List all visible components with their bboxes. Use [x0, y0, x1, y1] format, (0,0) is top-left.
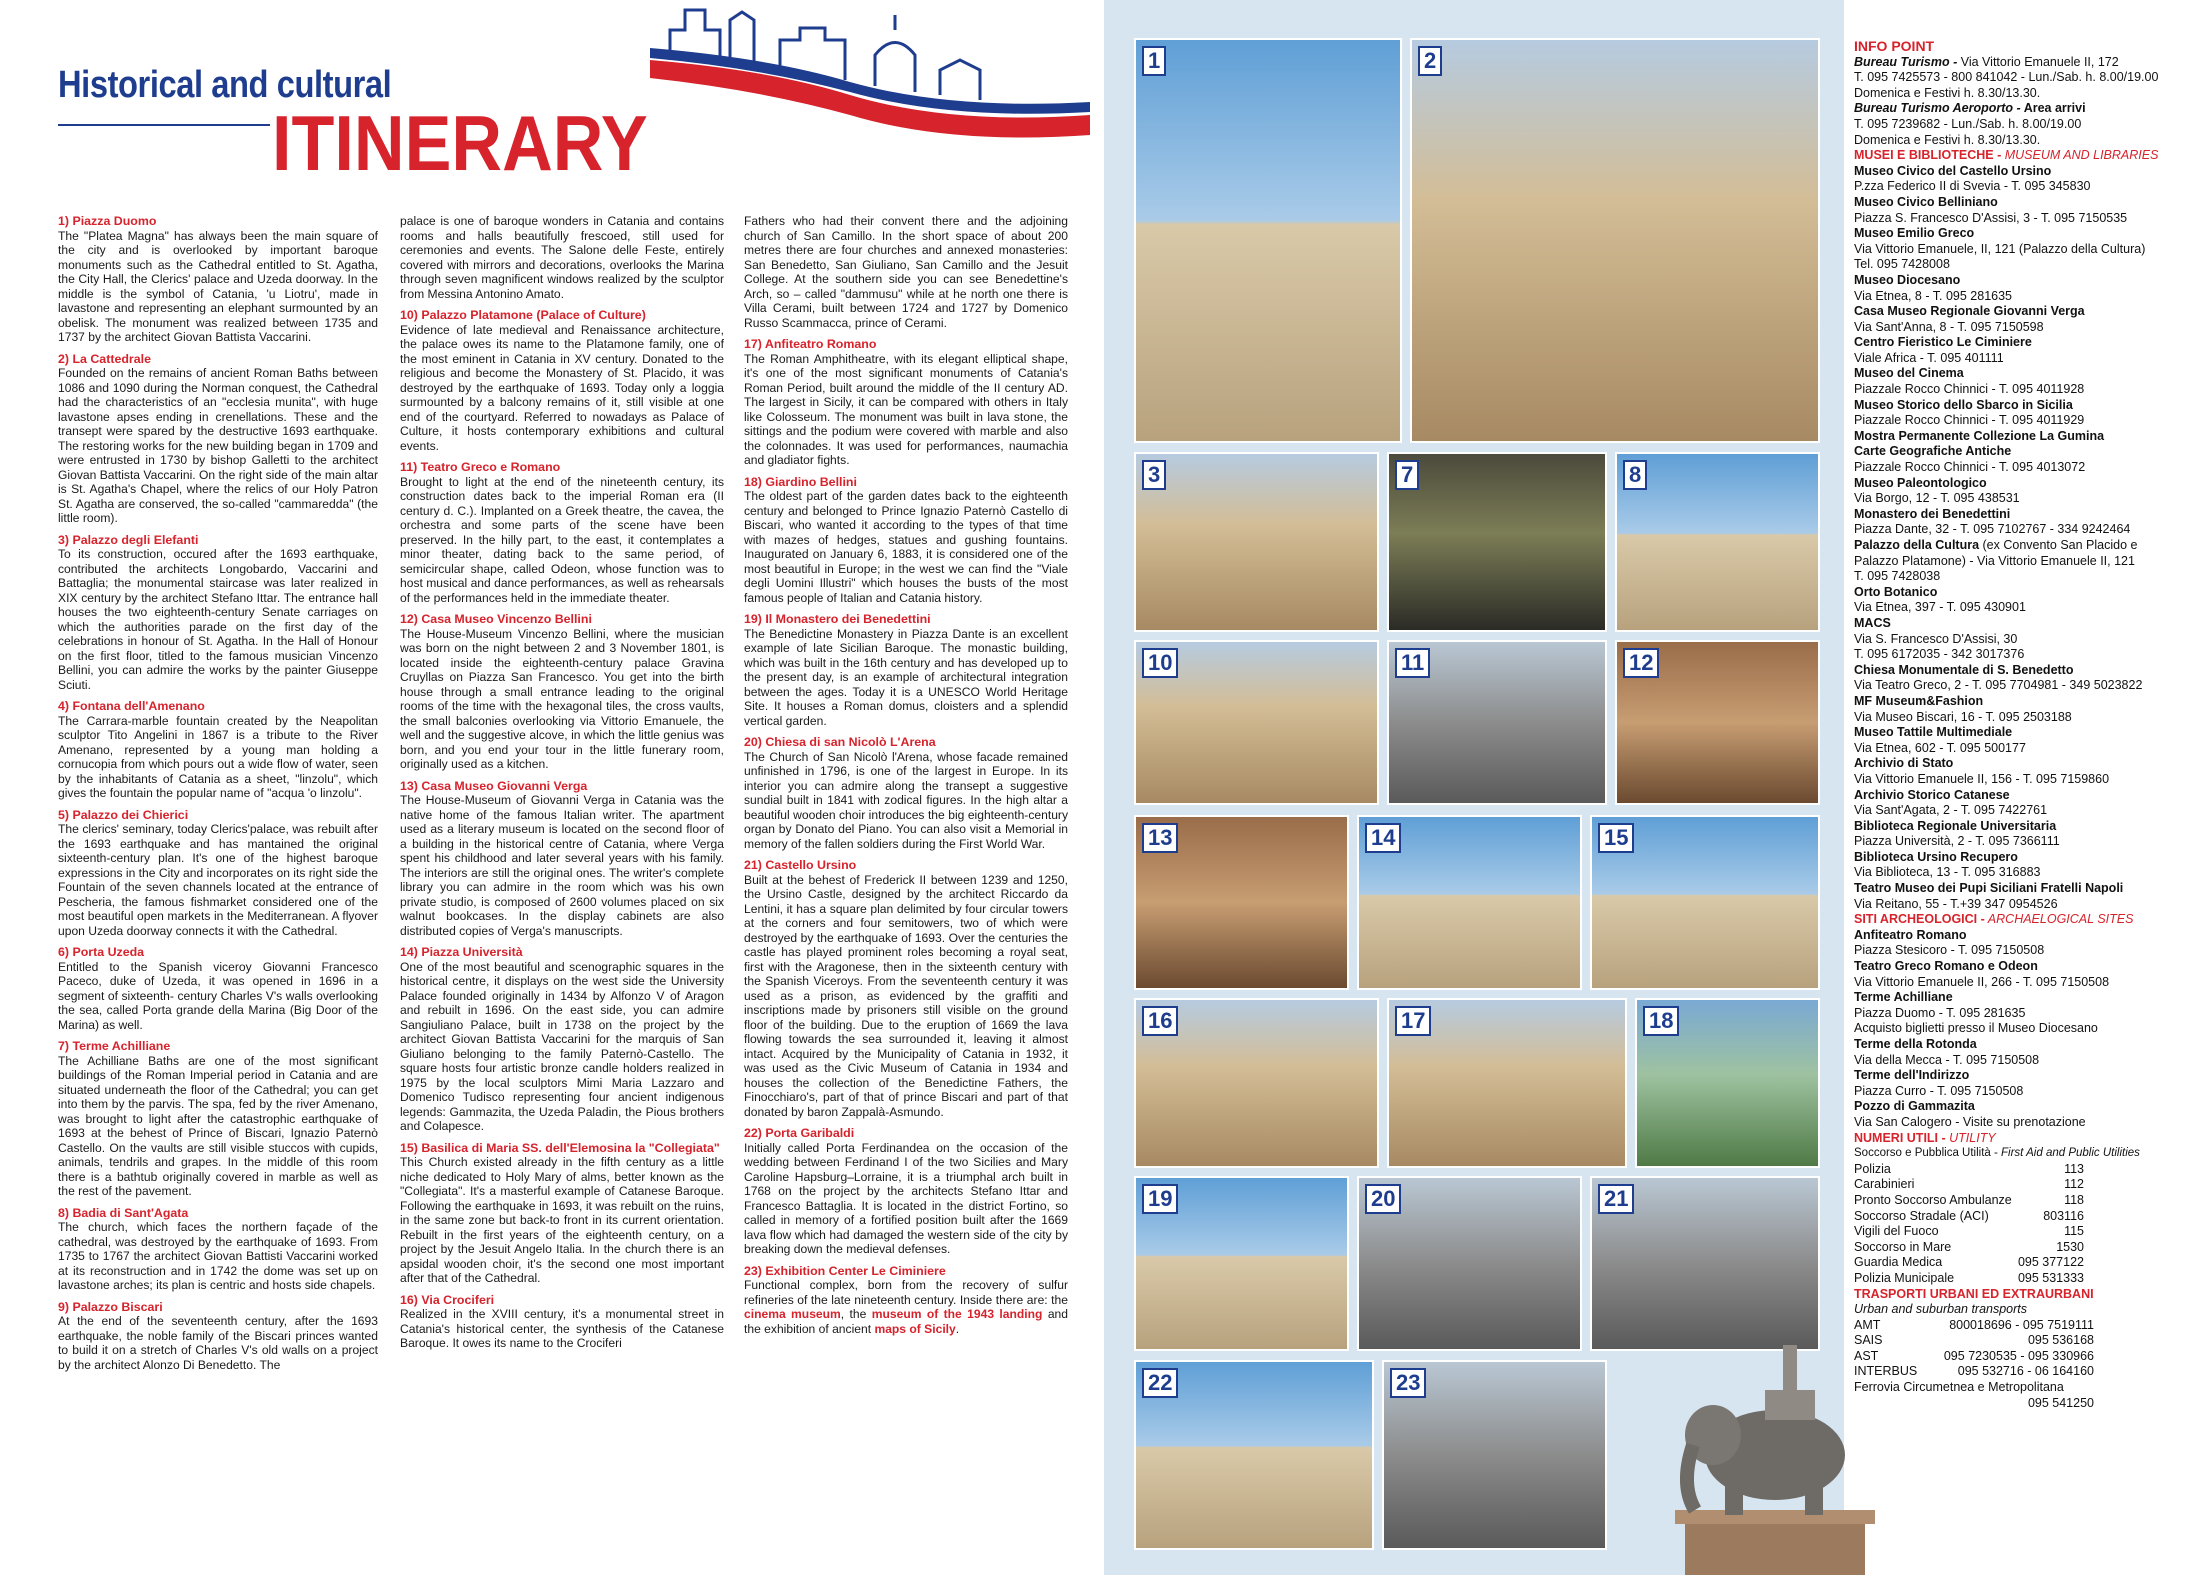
itinerary-section — [744, 475, 1068, 606]
itinerary-section — [400, 779, 724, 939]
entry-name: Teatro Museo dei Pupi Siciliani Fratelli Napoli — [1854, 881, 2124, 896]
entry-name: Museo Diocesano — [1854, 272, 1961, 287]
itinerary-section — [58, 1300, 378, 1373]
photo-21: 21 — [1590, 1176, 1820, 1351]
number-row: AST 095 7230535 - 095 330966 — [1854, 1348, 2094, 1363]
entry-name: Museo Emilio Greco — [1854, 226, 1975, 241]
itinerary-section — [400, 214, 724, 301]
section-title: 7) Terme Achilliane — [58, 1039, 171, 1053]
entry-name: Mostra Permanente Collezione La Gumina — [1854, 428, 2105, 443]
section-text: To its construction, occured after the 1693 earthquake, contributed the architects Longobardo, Vaccarini and Battaglia; the monumental staircase was later realized in XIX century by the architect Stefano Ittar. The entrance hall houses the two eighteenth-century Senate carriages on which the authorities parade on the first day of the celebrations in honour of St. Agatha. In the Hall of Honour on the first floor, titled to the famous musician Vincenzo Bellini, you can admire the works by the painter Giuseppe Sciuti. — [58, 547, 378, 692]
itinerary-section — [58, 1206, 378, 1293]
itinerary-section — [58, 945, 378, 1032]
section-text: The Church of San Nicolò l'Arena, whose facade remained unfinished in 1796, is one of the largest in Europe. In its interior you can admire along the transept a suggestive sundial built in 1841 with zodical figures. In the high altar a beautiful wooden choir introduces the big eighteenth-century organ by Donato del Piano. You can also visit a Memorial in memory of the fallen soldiers during the First World War. — [744, 749, 1068, 851]
entry-name: Monastero dei Benedettini — [1854, 506, 2011, 521]
photo-18: 18 — [1635, 998, 1820, 1168]
itinerary-section — [744, 612, 1068, 728]
section-text: Fathers who had their convent there and the adjoining church of San Camillo. In the short space of about 200 metres there are four churches and annexed monasteries: San Benedetto, San Giuliano, San Camillo and the Jesuit College. At the southern side you can see Benedettine's Arch, so – called "dammusu" while at he north one there is Villa Cerami, built between 1724 and 1727 by Domenico Russo Scammacca, prince of Cerami. — [744, 214, 1068, 330]
section-text: The church, which faces the northern façade of the cathedral, was destroyed by the earthquake of 1693. From 1735 to 1767 the architect Giovan Battisti Vaccarini worked at its reconstruction and in 1742 the dome was set up on lavastone arches; its plan is centric and hosts side chapels. — [58, 1220, 378, 1292]
text-column-2 — [400, 214, 724, 1358]
section-title: 16) Via Crociferi — [400, 1292, 495, 1307]
title-top: Historical and cultural — [58, 64, 392, 106]
entry-name: Teatro Greco Romano e Odeon — [1854, 959, 2038, 974]
itinerary-section — [58, 808, 378, 939]
photo-12: 12 — [1615, 640, 1820, 805]
itinerary-section — [744, 214, 1068, 330]
itinerary-section — [744, 858, 1068, 1119]
photo-10: 10 — [1134, 640, 1379, 805]
transport-numbers — [1854, 1318, 2094, 1380]
section-title: 21) Castello Ursino — [744, 858, 857, 872]
section-text: The Benedictine Monastery in Piazza Dante is an excellent example of late Sicilian Baroque. The monastic building, which was built in the 16th century and has developed up to the present day, is an example of architectural integration between the ages. Today it is a UNESCO World Heritage Site. It houses a Roman domus, cloisters and a splendid vertical garden. — [744, 626, 1068, 728]
section-title: 19) Il Monastero dei Benedettini — [744, 612, 931, 626]
photo-3: 3 — [1134, 452, 1379, 632]
photo-15: 15 — [1590, 815, 1820, 990]
entry-name: Pozzo di Gammazita — [1854, 1099, 1975, 1114]
section-text: The House-Museum Vincenzo Bellini, where the musician was born on the night between 2 and 3 November 1801, is located inside the eighteenth-century palace Gravina Cruyllas on Piazza San Francesco. You get into the birth house through a small entrance leading to the original rooms of the time with the hexagonal tiles, the cross vaults, the small balconies overlooking via Vittorio Emanuele, the well and the suggestive alcove, in which the little genius was born, and you end your tour in the little funerary room, originally used as a kitchen. — [400, 626, 724, 771]
itinerary-section — [400, 460, 724, 605]
photo-panel — [1104, 0, 1844, 1575]
section-text: palace is one of baroque wonders in Catania and contains rooms and halls beautifully frescoed, still used for ceremonies and events. The Salone delle Feste, entirely covered with mirrors and decorations, overlooks the Marina through seven magnificent windows realized by the sculptor from Messina Antonino Amato. — [400, 214, 724, 301]
section-title: 12) Casa Museo Vincenzo Bellini — [400, 612, 592, 626]
section-text: Initially called Porta Ferdinandea on the occasion of the wedding between Ferdinand I of the two Sicilies and Mary Caroline Hapsburg–Lorraine, it is a triumphal arch built in 1768 on the project by the architects Stefano Ittar and Francesco Battaglia. It is located in the district Fortino, so called in memory of a fortified position built after the 1669 lava flow which had damaged the western side of the city by breaking down the medieval defenses. — [744, 1140, 1068, 1256]
photo-8: 8 — [1615, 452, 1820, 632]
itinerary-section — [744, 1126, 1068, 1257]
entry-name: Casa Museo Regionale Giovanni Verga — [1854, 304, 2085, 319]
monuments-banner-illustration — [650, 0, 1090, 160]
photo-13: 13 — [1134, 815, 1349, 990]
museums-list: Museo Civico del Castello Ursino P.zza Federico II di Svevia - T. 095 345830 Museo Civico Belliniano Piazza S. Francesco D'Assisi, 3 - T. 095 7150535 Museo Emilio Greco Via Vittorio Emanuele, II, 121 (Palazzo della Cultura) Tel. 095 7428008 Museo Diocesano Via Etnea, 8 - T. 095 281635 Casa Museo Regionale Giovanni Verga Via Sant'Anna, 8 - T. 095 7150598 Centro Fieristico Le Ciminiere Viale Africa - T. 095 401111 Museo del Cinema Piazzale Rocco Chinnici - T. 095 4011928 Museo Storico dello Sbarco in Sicilia Piazzale Rocco Chinnici - T. 095 4011929 Mostra Permanente Collezione La Gumina Carte Geografiche Antiche Piazzale Rocco Chinnici - T. 095 4013072 Museo Paleontologico Via Borgo, 12 - T. 095 438531 Monastero dei Benedettini Piazza Dante, 32 - T. 095 7102767 - 334 9242464 Palazzo della Cultura (ex Convento San Placido e Palazzo Platamone) - Via Vittorio Emanuele II, 121 T. 095 7428038 Orto Botanico Via Etnea, 397 - T. 095 430901 MACS Via S. Francesco D'Assisi, 30 T. 095 6172035 - 342 3017376 Chiesa Monumentale di S. Benedetto Via Teatro Greco, 2 - T. 095 7704981 - 349 5023822 MF Museum&Fashion Via Museo Biscari, 16 - T. 095 2503188 Museo Tattile Multimediale Via Etnea, 602 - T. 095 500177 Archivio di Stato Via Vittorio Emanuele II, 156 - T. 095 7159860 Archivio Storico Catanese Via Sant'Agata, 2 - T. 095 7422761 Biblioteca Regionale Universitaria Piazza Università, 2 - T. 095 7366111 Biblioteca Ursino Recupero Via Biblioteca, 13 - T. 095 316883 Teatro Museo dei Pupi Siciliani Fratelli Napoli Via Reitano, 55 - T.+39 347 0954526 — [1854, 163, 2146, 911]
entry-name: Carte Geografiche Antiche — [1854, 444, 2012, 459]
number-row: SAIS 095 536168 — [1854, 1333, 2094, 1348]
museums-heading: MUSEI E BIBLIOTECHE - — [1854, 148, 2002, 163]
number-row: Soccorso in Mare 1530 — [1854, 1239, 2084, 1254]
number-row: INTERBUS 095 532716 - 06 164160 — [1854, 1364, 2094, 1379]
section-title: 9) Palazzo Biscari — [58, 1299, 163, 1314]
itinerary-section — [400, 945, 724, 1134]
itinerary-section — [400, 308, 724, 453]
photo-22: 22 — [1134, 1360, 1374, 1550]
title-main: ITINERARY — [272, 99, 648, 187]
section-text: Functional complex, born from the recovery of sulfur refineries of the late nineteenth century. Inside there are: the cinema museum, the museum of the 1943 landing and the exhibition of ancient maps of Sicily. — [744, 1278, 1068, 1336]
photo-7: 7 — [1387, 452, 1607, 632]
utility-heading: NUMERI UTILI - — [1854, 1130, 1946, 1145]
entry-name: Palazzo della Cultura — [1854, 538, 1980, 552]
section-text: At the end of the seventeenth century, after the 1693 earthquake, the noble family of the Biscari princes wanted to build it on a stretch of Charles V's old walls on a project by the architect Alonzo Di Benedetto. The — [58, 1314, 378, 1372]
entry-name: Museo Civico Belliniano — [1854, 194, 1998, 209]
entry-name: MF Museum&Fashion — [1854, 693, 1984, 708]
section-title: 23) Exhibition Center Le Ciminiere — [744, 1263, 946, 1278]
section-text: The clerics' seminary, today Clerics'palace, was rebuilt after the 1693 earthquake and has mantained the original sixteenth-century plan. It's one of the highest baroque expressions in the City and incorporates on its right side the Fountain of the seven channels located at the entrance of Pescheria, the famous fishmarket considered one of the most beautiful open markets in the Mediterranean. A flyover upon Uzeda doorway connects it with the Cathedral. — [58, 822, 378, 938]
entry-name: Terme della Rotonda — [1854, 1037, 1977, 1051]
title-rule — [58, 124, 270, 126]
section-text: The oldest part of the garden dates back to the eighteenth century and belonged to Prince Ignazio Paternò Castello di Biscari, who wanted it according to the types of that time with mazes of hedges, statues and gushing fountains. Inaugurated on January 6, 1883, it is considered one of the most beautiful in Europe; in the west we can find the "Viale degli Uomini Illustri" which houses the busts of the most famous people of Italian and Catania history. — [744, 489, 1068, 605]
section-title: 5) Palazzo dei Chierici — [58, 807, 189, 822]
section-text: Entitled to the Spanish viceroy Giovanni Francesco Paceco, duke of Uzeda, it was opened in 1696 in a segment of sixteenth- century Charles V's walls overlooking the sea, called Porta grande della Marina (Big Door of the Marina) as well. — [58, 959, 378, 1032]
entry-name: Biblioteca Regionale Universitaria — [1854, 818, 2057, 833]
bureau-name: Bureau Turismo - — [1854, 54, 1958, 69]
number-row: Pronto Soccorso Ambulanze 118 — [1854, 1192, 2084, 1207]
number-row: AMT 800018696 - 095 7519111 — [1854, 1317, 2094, 1332]
number-row: Soccorso Stradale (ACI) 803116 — [1854, 1208, 2084, 1223]
itinerary-section — [58, 699, 378, 801]
photo-19: 19 — [1134, 1176, 1349, 1351]
entry-name: MACS — [1854, 615, 1891, 630]
entry-name: Museo Paleontologico — [1854, 475, 1987, 490]
itinerary-section — [744, 337, 1068, 468]
text-column-3 — [744, 214, 1068, 1343]
section-title: 18) Giardino Bellini — [744, 474, 857, 489]
number-row: Guardia Medica 095 377122 — [1854, 1255, 2084, 1270]
section-title: 20) Chiesa di san Nicolò L'Arena — [744, 735, 936, 749]
entry-name: Terme Achilliane — [1854, 990, 1953, 1005]
photo-16: 16 — [1134, 998, 1379, 1168]
section-text: Built at the behest of Frederick II between 1239 and 1250, the Ursino Castle, designed by the architect Riccardo da Lentini, it has a square plan delimited by four circular towers at the corners and four semitowers, two of which were destroyed by the earthquake of 1693. Over the centuries the castle has played prominent roles becoming a royal seat, first with the Aragonese, then in the sixteenth century with the Spanish Viceroys. From the seventeenth century it was used as a prison, as evidenced by the graffiti and inscriptions made by prisoners still visible on the ground floor of the building. Due to the eruption of 1669 the lava flowing towards the sea surrounded it, leaving it almost intact. Acquired by the Municipality of Catania in 1932, it was used as the Civic Museum of Catania in 1934 and houses the collection of the Benedictine Fathers, the Finocchiaro's, part of that of prince Biscari and part of that donated by baron Zappalà-Asmundo. — [744, 872, 1068, 1119]
entry-name: Anfiteatro Romano — [1854, 927, 1967, 942]
entry-name: Biblioteca Ursino Recupero — [1854, 849, 2018, 864]
info-point-title: INFO POINT — [1854, 38, 1935, 54]
entry-name: Orto Botanico — [1854, 584, 1938, 599]
photo-20: 20 — [1357, 1176, 1582, 1351]
info-point-column: INFO POINT Bureau Turismo - Via Vittorio Emanuele II, 172 T. 095 7425573 - 800 841042 - Lun./Sab. h. 8.00/19.00 Domenica e Festivi h. 8.30/13.30. Bureau Turismo Aeroporto - Area arrivi T. 095 7239682 - Lun./Sab. h. 8.00/19.00 Domenica e Festivi h. 8.30/13.30. MUSEI E BIBLIOTECHE - MUSEUM AND LIBRARIES Museo Civico del Castello Ursino P.zza Federico II di Svevia - T. 095 345830 Museo Civico Belliniano Piazza S. Francesco D'Assisi, 3 - T. 095 7150535 Museo Emilio Greco Via Vittorio Emanuele, II, 121 (Palazzo della Cultura) Tel. 095 7428008 Museo Diocesano Via Etnea, 8 - T. 095 281635 Casa Museo Regionale Giovanni Verga Via Sant'Anna, 8 - T. 095 7150598 Centro Fieristico Le Ciminiere Viale Africa - T. 095 401111 Museo del Cinema Piazzale Rocco Chinnici - T. 095 4011928 Museo Storico dello Sbarco in Sicilia Piazzale Rocco Chinnici - T. 095 4011929 Mostra Permanente Collezione La Gumina Carte Geografiche Antiche Piazzale Rocco Chinnici - T. 095 4013072 Museo Paleontologico Via Borgo, 12 - T. 095 438531 Monastero dei Benedettini Piazza Dante, 32 - T. 095 7102767 - 334 9242464 Palazzo della Cultura (ex Convento San Placido e Palazzo Platamone) - Via Vittorio Emanuele II, 121 T. 095 7428038 Orto Botanico Via Etnea, 397 - T. 095 430901 MACS Via S. Francesco D'Assisi, 30 T. 095 6172035 - 342 3017376 Chiesa Monumentale di S. Benedetto Via Teatro Greco, 2 - T. 095 7704981 - 349 5023822 MF Museum&Fashion Via Museo Biscari, 16 - T. 095 2503188 Museo Tattile Multimediale Via Etnea, 602 - T. 095 500177 Archivio di Stato Via Vittorio Emanuele II, 156 - T. 095 7159860 Archivio Storico Catanese Via Sant'Agata, 2 - T. 095 7422761 Biblioteca Regionale Universitaria Piazza Università, 2 - T. 095 7366111 Biblioteca Ursino Recupero Via Biblioteca, 13 - T. 095 316883 Teatro Museo dei Pupi Siciliani Fratelli Napoli Via Reitano, 55 - T.+39 347 0954526 SITI ARCHEOLOGICI - ARCHAELOGICAL SITES Anfiteatro Romano Piazza Stesicoro - T. 095 7150508 Teatro Greco Romano e Odeon Via Vittorio Emanuele II, 266 - T. 095 7150508 Terme Achilliane Piazza Duomo - T. 095 281635 Acquisto biglietti presso il Museo Diocesano Terme della Rotonda Via della Mecca - T. 095 7150508 Terme dell'Indirizzo Piazza Curro - T. 095 7150508 Pozzo di Gammazita Via San Calogero - Visite su prenotazione NUMERI UTILI - UTILITY Soccorso e Pubblica Utilità - First Aid and Public Utilities Polizia 113 Carabinieri 112 Pronto Soccorso Ambulanze 118 Soccorso Stradale (ACI) 803116 Vigili del Fuoco 115 Soccorso in Mare 1530 Guardia Medica 095 377122 Polizia Municipale 095 531333 TRASPORTI URBANI ED EXTRAURBANI Urban and suburban transports AMT 800018696 - 095 7519111 SAIS 095 536168 AST 095 7230535 - 095 330966 INTERBUS 095 532716 - 06 164160 Ferrovia Circumetnea e Metropolitana 095 541250 — [1854, 38, 2174, 1411]
entry-name: Museo Tattile Multimediale — [1854, 725, 2013, 740]
bureau-airport-name: Bureau Turismo Aeroporto - — [1854, 101, 2021, 116]
section-text: Brought to light at the end of the nineteenth century, its construction dates back to the imperial Roman era (II century d. C.). Implanted on a Greek theatre, the cavea, the orchestra and some parts of the scene have been preserved. In the hilly part, to the east, it contemplates a minor theater, dating back to the same period, of semicircular shape, called Odeon, whose function was to host musical and dance performances, as well as rehearsals of the performances held in the immediate theater. — [400, 474, 725, 605]
itinerary-section — [58, 533, 378, 693]
section-text: The House-Museum of Giovanni Verga in Catania was the native home of the famous Italian writer. The apartment used as a literary museum is located on the second floor of a building in the historical centre of Catania, where Verga spent his childhood and later several years with his family. The interiors are still the original ones. The writer's complete library you can admire in the room which was his own private studio, is composed of 2600 volumes placed on six walnut bookcases. In the display cabinets are also distributed copies of Verga's manuscripts. — [400, 793, 724, 938]
section-title: 17) Anfiteatro Romano — [744, 337, 877, 351]
section-title: 10) Palazzo Platamone (Palace of Culture) — [400, 308, 646, 322]
entry-name: Terme dell'Indirizzo — [1854, 1068, 1970, 1083]
itinerary-section — [744, 1264, 1068, 1337]
number-row: Vigili del Fuoco 115 — [1854, 1224, 2084, 1239]
section-text: The Carrara-marble fountain created by the Neapolitan sculptor Tito Angelini in 1867 is a tribute to the River Amenano, represented by a young man holding a cornucopia from which pours out a wide flow of water, seen by the inhabitants of Catania as a sheet, "linzolu", which gives the fountain the popular name of "acqua 'o linzolu". — [58, 713, 378, 800]
section-title: 22) Porta Garibaldi — [744, 1126, 855, 1140]
section-title: 2) La Cattedrale — [58, 351, 151, 366]
section-title: 1) Piazza Duomo — [58, 214, 157, 228]
itinerary-section — [400, 612, 724, 772]
itinerary-section — [58, 214, 378, 345]
photo-17: 17 — [1387, 998, 1627, 1168]
section-title: 14) Piazza Università — [400, 945, 523, 959]
entry-name: Archivio di Stato — [1854, 756, 1954, 771]
section-text: The Achilliane Baths are one of the most significant buildings of the Roman Imperial period in Catania and are situated underneath the floor of the Cathedral; you can get into them by the parvis. The spa, fed by the river Amenano, was brought to light after the catastrophic earthquake of 1693 at the behest of Prince of Biscari, Ignazio Paternò Castello. On the vaults are still visible stuccos with cupids, animals, tendrils and grapes. In the middle of this room there is a bathtub originally covered in marble as well as the rest of the pavement. — [58, 1053, 378, 1198]
header — [0, 0, 1090, 210]
photo-14: 14 — [1357, 815, 1582, 990]
photo-1: 1 — [1134, 38, 1402, 443]
itinerary-section — [58, 352, 378, 526]
section-title: 11) Teatro Greco e Romano — [400, 460, 561, 474]
entry-name: Museo del Cinema — [1854, 366, 1964, 381]
utility-numbers — [1854, 1162, 2084, 1287]
section-text: This Church existed already in the fifth century as a little niche dedicated to Holy Mary of alms, better known as the "Collegiata". It's a masterful example of Catanese Baroque. Following the earthquake in 1693, it was rebuilt on the ruins, in the same zone but back-to front in its current orientation. Rebuilt in the first years of the eighteenth century, on a project by the Jesuit Angelo Italia. In the church there is an apsidal wooden choir, it's the second one most important after that of the Cathedral. — [400, 1155, 724, 1285]
transport-heading: TRASPORTI URBANI ED EXTRAURBANI — [1854, 1286, 2094, 1301]
entry-name: Museo Storico dello Sbarco in Sicilia — [1854, 397, 2073, 412]
itinerary-section — [400, 1141, 724, 1286]
section-title: 13) Casa Museo Giovanni Verga — [400, 778, 588, 793]
section-title: 3) Palazzo degli Elefanti — [58, 532, 199, 547]
photo-23: 23 — [1382, 1360, 1607, 1550]
section-text: Founded on the remains of ancient Roman Baths between 1086 and 1090 during the Norman conquest, the Cathedral had the characteristics of an "ecclesia munita", with huge lavastone apses ending in crenellations. These and the transept were spared by the destructive 1693 earthquake. The restoring works for the new building began in 1709 and were entrusted in 1730 by bishop Galletti to the architect Giovan Battista Vaccarini. On the right side of the main altar is St. Agatha's Chapel, where the relics of our Holy Patron St. Agatha are conserved, the so-called "cammaredda" (the little room). — [58, 366, 378, 525]
number-row: Carabinieri 112 — [1854, 1177, 2084, 1192]
number-row: Polizia 113 — [1854, 1161, 2084, 1176]
section-title: 6) Porta Uzeda — [58, 945, 145, 959]
section-title: 15) Basilica di Maria SS. dell'Elemosina la "Collegiata" — [400, 1140, 720, 1155]
entry-name: Archivio Storico Catanese — [1854, 787, 2010, 802]
section-text: The "Platea Magna" has always been the main square of the city and is overlooked by important baroque monuments such as the Cathedral entitled to St. Agatha, the City Hall, the Clerics' palace and Uzeda doorway. In the middle is the symbol of Catania, 'u Liotru', made in lavastone and representing an elephant surmounted by an obelisk. The monument was realized between 1735 and 1737 by the architect Giovan Battista Vaccarini. — [58, 228, 378, 344]
itinerary-section — [400, 1293, 724, 1351]
archaeological-heading: SITI ARCHEOLOGICI - — [1854, 912, 1985, 927]
itinerary-section — [58, 1039, 378, 1199]
entry-name: Museo Civico del Castello Ursino — [1854, 163, 2052, 178]
section-text: Evidence of late medieval and Renaissance architecture, the palace owes its name to the Platamone family, one of the most eminent in Catania in XV century. Donated to the religious and become the Monastery of St. Placido, it was destroyed by the earthquake of 1693. Today only a loggia surmounted by a balcony remains of it, still visible at one end of the courtyard. Referred to nowadays as Palace of Culture, it hosts contemporary exhibitions and cultural events. — [400, 322, 724, 453]
section-title: 4) Fontana dell'Amenano — [58, 699, 205, 713]
entry-name: Centro Fieristico Le Ciminiere — [1854, 335, 2032, 350]
text-column-1 — [58, 214, 378, 1379]
section-text: The Roman Amphitheatre, with its elegant elliptical shape, it's one of the most significant monuments of Catania's Roman Period, built around the middle of the II century AD. The largest in Sicily, it can be compared with others in Italy like Colosseum. The monument was built in lava stone, the sittings and the podium were covered with marble and also the colonnades. It was used for performances, naumachia and gladiator fights. — [744, 351, 1068, 467]
section-text: One of the most beautiful and scenographic squares in the historical centre, it displays on the west side the University Palace founded originally in 1434 by Alfonzo V of Aragon and rebuilt in 1696. On the east side, you can admire Sangiuliano Palace, built in 1738 on the project by the architect Giovan Battista Vaccarini for the marquis of San Giuliano belonging to the family Paternò-Castello. The square hosts four artistic bronze candle holders realized in 1975 by the local sculptors Mimi Maria Lazzaro and Domenico Tudisco representing four ancient indigenous legends: Gammazita, the Uzeda Paladin, the Pious brothers and Colapesce. — [400, 959, 724, 1133]
itinerary-section — [744, 735, 1068, 851]
entry-name: Chiesa Monumentale di S. Benedetto — [1854, 662, 2074, 677]
section-text: Realized in the XVIII century, it's a monumental street in Catania's historical center, the synthesis of the Catanese Baroque. It owes its name to the Crociferi — [400, 1307, 724, 1350]
section-title: 8) Badia di Sant'Agata — [58, 1205, 189, 1220]
photo-2: 2 — [1410, 38, 1820, 443]
photo-11: 11 — [1387, 640, 1607, 805]
number-row: Polizia Municipale 095 531333 — [1854, 1270, 2084, 1285]
archaeological-list: Anfiteatro Romano Piazza Stesicoro - T. 095 7150508 Teatro Greco Romano e Odeon Via Vittorio Emanuele II, 266 - T. 095 7150508 Terme Achilliane Piazza Duomo - T. 095 281635 Acquisto biglietti presso il Museo Diocesano Terme della Rotonda Via della Mecca - T. 095 7150508 Terme dell'Indirizzo Piazza Curro - T. 095 7150508 Pozzo di Gammazita Via San Calogero - Visite su prenotazione — [1854, 927, 2110, 1129]
